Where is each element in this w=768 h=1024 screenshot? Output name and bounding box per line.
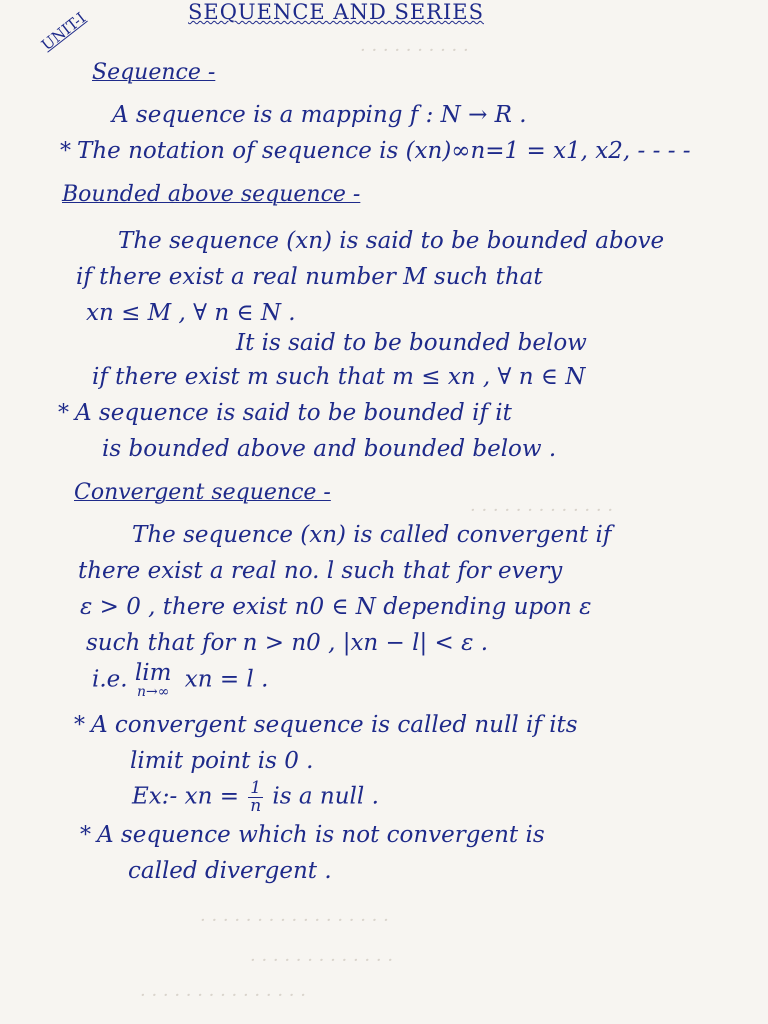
star-bullet: * (60, 139, 71, 164)
bleed-through-text: · · · · · · · · · · · · · (250, 950, 394, 971)
bounded-line-1: The sequence (xn) is said to be bounded above (118, 228, 665, 254)
bounded-line-2: if there exist a real number M such that (76, 264, 543, 290)
convergent-line-2: there exist a real no. l such that for every (78, 558, 563, 584)
section-heading-bounded: Bounded above sequence - (62, 182, 361, 207)
convergent-line-6-text: A convergent sequence is called null if its (91, 712, 578, 738)
example-prefix: Ex:- xn = (132, 783, 239, 810)
limit-suffix: xn = l . (184, 666, 269, 693)
bounded-line-3: xn ≤ M , ∀ n ∈ N . (86, 300, 296, 326)
bounded-line-6 (58, 400, 512, 426)
star-bullet: * (80, 823, 91, 848)
bounded-line-5: if there exist m such that m ≤ xn , ∀ n ∈ N (92, 364, 586, 390)
section-heading-sequence: Sequence - (92, 60, 216, 85)
fraction-denominator: n (250, 796, 262, 816)
convergent-line-3: ε > 0 , there exist n0 ∈ N depending upon ε (80, 594, 592, 620)
null-example (132, 780, 379, 815)
limit-expression (92, 662, 268, 699)
sequence-definition: A sequence is a mapping f : N → R . (112, 102, 527, 128)
bleed-through-text: · · · · · · · · · · · · · · · · · (200, 910, 389, 931)
bounded-line-6-text: A sequence is said to be bounded if it (75, 400, 512, 426)
convergent-line-7: limit point is 0 . (130, 748, 314, 774)
limit-bottom: n→∞ (136, 684, 170, 700)
bounded-line-4: It is said to be bounded below (236, 330, 587, 356)
sequence-notation (60, 138, 691, 164)
convergent-line-6 (74, 712, 578, 738)
convergent-line-1: The sequence (xn) is called convergent if (132, 522, 612, 548)
limit-prefix: i.e. (92, 666, 128, 693)
limit-operator (135, 662, 172, 699)
star-bullet: * (58, 401, 69, 426)
convergent-line-4: such that for n > n0 , |xn − l| < ε . (86, 630, 489, 656)
bleed-through-text: · · · · · · · · · · · · · (470, 500, 614, 521)
bleed-through-text: · · · · · · · · · · (360, 40, 469, 61)
convergent-line-9 (80, 822, 545, 848)
star-bullet: * (74, 713, 85, 738)
example-suffix: is a null . (272, 783, 379, 810)
unit-label: UNIT-I (38, 8, 90, 55)
page-title: SEQUENCE AND SERIES (188, 0, 484, 24)
bleed-through-text: · · · · · · · · · · · · · · · (140, 985, 306, 1006)
sequence-notation-text: The notation of sequence is (xn)∞n=1 = x1, x2, - - - - (77, 138, 691, 164)
section-heading-convergent: Convergent sequence - (74, 480, 331, 505)
convergent-line-10: called divergent . (128, 858, 332, 884)
bounded-line-7: is bounded above and bounded below . (102, 436, 557, 462)
convergent-line-9-text: A sequence which is not convergent is (97, 822, 545, 848)
fraction-numerator: 1 (250, 778, 262, 798)
limit-top: lim (134, 660, 172, 686)
fraction (248, 780, 263, 815)
